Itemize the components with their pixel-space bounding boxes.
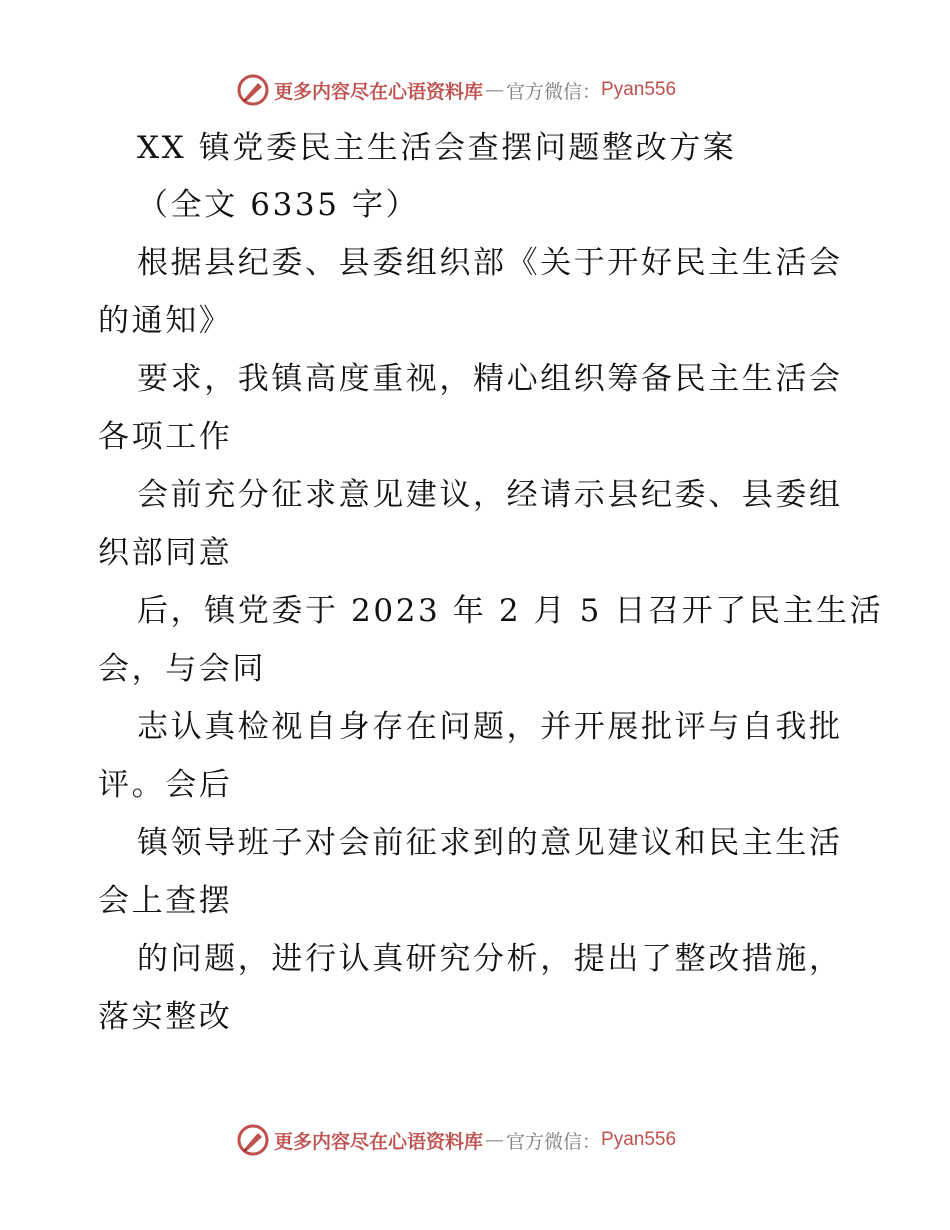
paragraph-line: 志认真检视自身存在问题，并开展批评与自我批: [137, 709, 843, 745]
paragraph-line: 织部同意: [98, 535, 233, 571]
paragraph-line: 根据县纪委、县委组织部《关于开好民主生活会: [137, 245, 843, 281]
paragraph-line: 要求，我镇高度重视，精心组织筹备民主生活会: [137, 361, 843, 397]
paragraph-line: 评。会后: [98, 767, 233, 803]
banner-wechat-label: 官方微信：: [506, 80, 602, 103]
banner-wechat-id: Pyan556: [601, 79, 677, 100]
header-banner: [236, 70, 756, 110]
banner-wechat-id: Pyan556: [601, 1129, 677, 1150]
word-count-note: （全文 6335 字）: [137, 187, 420, 223]
footer-banner: [236, 1120, 756, 1160]
paragraph-line: 会前充分征求意见建议，经请示县纪委、县委组: [137, 477, 843, 513]
banner-dash: —: [485, 1129, 505, 1151]
paragraph-line: 的问题，进行认真研究分析，提出了整改措施，: [137, 941, 843, 977]
paragraph-line: 镇领导班子对会前征求到的意见建议和民主生活: [137, 825, 843, 861]
paragraph-line: 会，与会同: [98, 651, 266, 687]
paragraph-line: 各项工作: [98, 419, 233, 455]
paragraph-line: 后，镇党委于 2023 年 2 月 5 日召开了民主生活: [137, 593, 884, 629]
paragraph-line: 的通知》: [98, 303, 233, 339]
pen-nib-logo-icon: [236, 1123, 270, 1157]
paragraph-line: 会上查摆: [98, 883, 233, 919]
pen-nib-logo-icon: [236, 73, 270, 107]
banner-site-text: 更多内容尽在心语资料库: [274, 80, 484, 103]
banner-site-text: 更多内容尽在心语资料库: [274, 1130, 484, 1153]
document-title: XX 镇党委民主生活会查摆问题整改方案: [137, 130, 737, 166]
banner-dash: —: [485, 79, 505, 101]
banner-wechat-label: 官方微信：: [506, 1130, 602, 1153]
paragraph-line: 落实整改: [98, 999, 233, 1035]
